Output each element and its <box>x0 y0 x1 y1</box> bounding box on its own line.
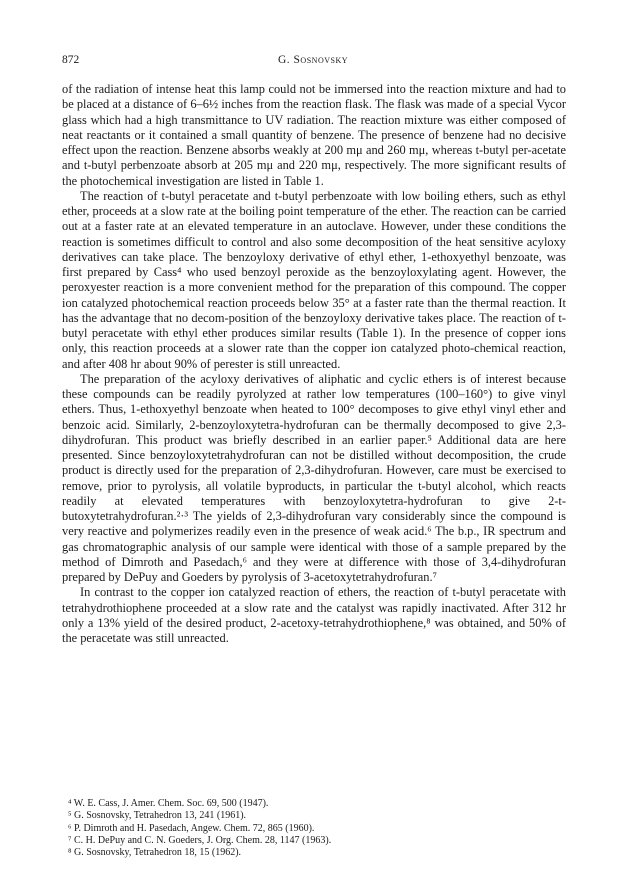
paragraph: The reaction of t-butyl peracetate and t-butyl perbenzoate with low boiling ethers, such as ethyl ether, proceeds at a slow rate at the boiling point temperature of the ether. The reaction can be carried out at a faster rate at an elevated temperature in an autoclave. However, under these conditions the reaction is sometimes difficult to control and also some decomposition of the heat sensitive acyloxy derivatives can take place. The benzoyloxy derivative of ethyl ether, 1-ethoxyethyl benzoate, was first prepared by Cass⁴ who used benzoyl peroxide as the benzoyloxylating agent. However, the peroxyester reaction is a more convenient method for the preparation of this compound. The copper ion catalyzed photochemical reaction proceeds below 35° at a faster rate than the thermal reaction. It has the advantage that no decom-position of the benzoyloxy derivative takes place. The reaction of t-butyl peracetate with ethyl ether produces similar results (Table 1). In the presence of copper ions only, this reaction proceeds at a slower rate than the copper ion catalyzed photo-chemical reaction, and after 408 hr about 90% of perester is still unreacted. <box>62 188 566 371</box>
running-head: G. Sosnovsky <box>277 54 348 66</box>
footnote: ⁸ G. Sosnovsky, Tetrahedron 18, 15 (1962). <box>68 847 242 859</box>
page-number: 872 <box>62 54 80 66</box>
paragraph: of the radiation of intense heat this lamp could not be immersed into the reaction mixture and had to be placed at a distance of 6–6½ inches from the reaction flask. The flask was made of a special Vycor glass which had a high transmittance to UV radiation. The reaction mixture was either composed of neat reactants or it contained a small quantity of benzene. The presence of benzene had no decisive effect upon the reaction. Benzene absorbs weakly at 200 mμ and 260 mμ, whereas t-butyl per-acetate and t-butyl perbenzoate absorb at 205 mμ and 220 mμ, respectively. The more significant results of the photochemical investigation are listed in Table 1. <box>62 82 566 188</box>
footnote: ⁴ W. E. Cass, J. Amer. Chem. Soc. 69, 500 (1947). <box>68 798 269 809</box>
footnotes <box>68 798 564 859</box>
paragraph: In contrast to the copper ion catalyzed reaction of ethers, the reaction of t-butyl peracetate with tetrahydrothiophene proceeded at a slow rate and the catalyst was rapidly inactivated. After 312 hr only a 13% yield of the desired product, 2-acetoxy-tetrahydrothiophene,⁸ was obtained, and 50% of the peracetate was still unreacted. <box>62 585 566 645</box>
paragraph: The preparation of the acyloxy derivatives of aliphatic and cyclic ethers is of interest because these compounds can be readily pyrolyzed at rather low temperatures (100–160°) to give vinyl ethers. Thus, 1-ethoxyethyl benzoate when heated to 100° decomposes to give ethyl vinyl ether and benzoic acid. Similarly, 2-benzoyloxytetra-hydrofuran can be thermally decomposed to give 2,3-dihydrofuran. This product was briefly described in an earlier paper.⁵ Additional data are here presented. Since benzoyloxytetrahydrofuran can not be distilled without decomposition, the crude product is directly used for the preparation of 2,3-dihydrofuran. However, care must be exercised to remove, prior to pyrolysis, all volatile byproducts, in particular the t-butyl alcohol, which reacts readily at elevated temperatures with benzoyloxytetra-hydrofuran to give 2-t-butoxytetrahydrofuran.²·³ The yields of 2,3-dihydrofuran vary considerably since the compound is very reactive and polymerizes readily even in the presence of weak acid.⁶ The b.p., IR spectrum and gas chromatographic analysis of our sample were identical with those of a sample prepared by the method of Dimroth and Pasedach,⁶ and they were at difference with those of 3,4-dihydrofuran prepared by DePuy and Goeders by pyrolysis of 3-acetoxytetrahydrofuran.⁷ <box>62 371 566 584</box>
footnote: ⁷ C. H. DePuy and C. N. Goeders, J. Org. Chem. 28, 1147 (1963). <box>68 834 332 846</box>
body-text <box>62 82 566 646</box>
page-header <box>62 54 564 72</box>
footnote: ⁶ P. Dimroth and H. Pasedach, Angew. Chem. 72, 865 (1960). <box>68 822 315 834</box>
footnote: ⁵ G. Sosnovsky, Tetrahedron 13, 241 (1961). <box>68 810 247 822</box>
